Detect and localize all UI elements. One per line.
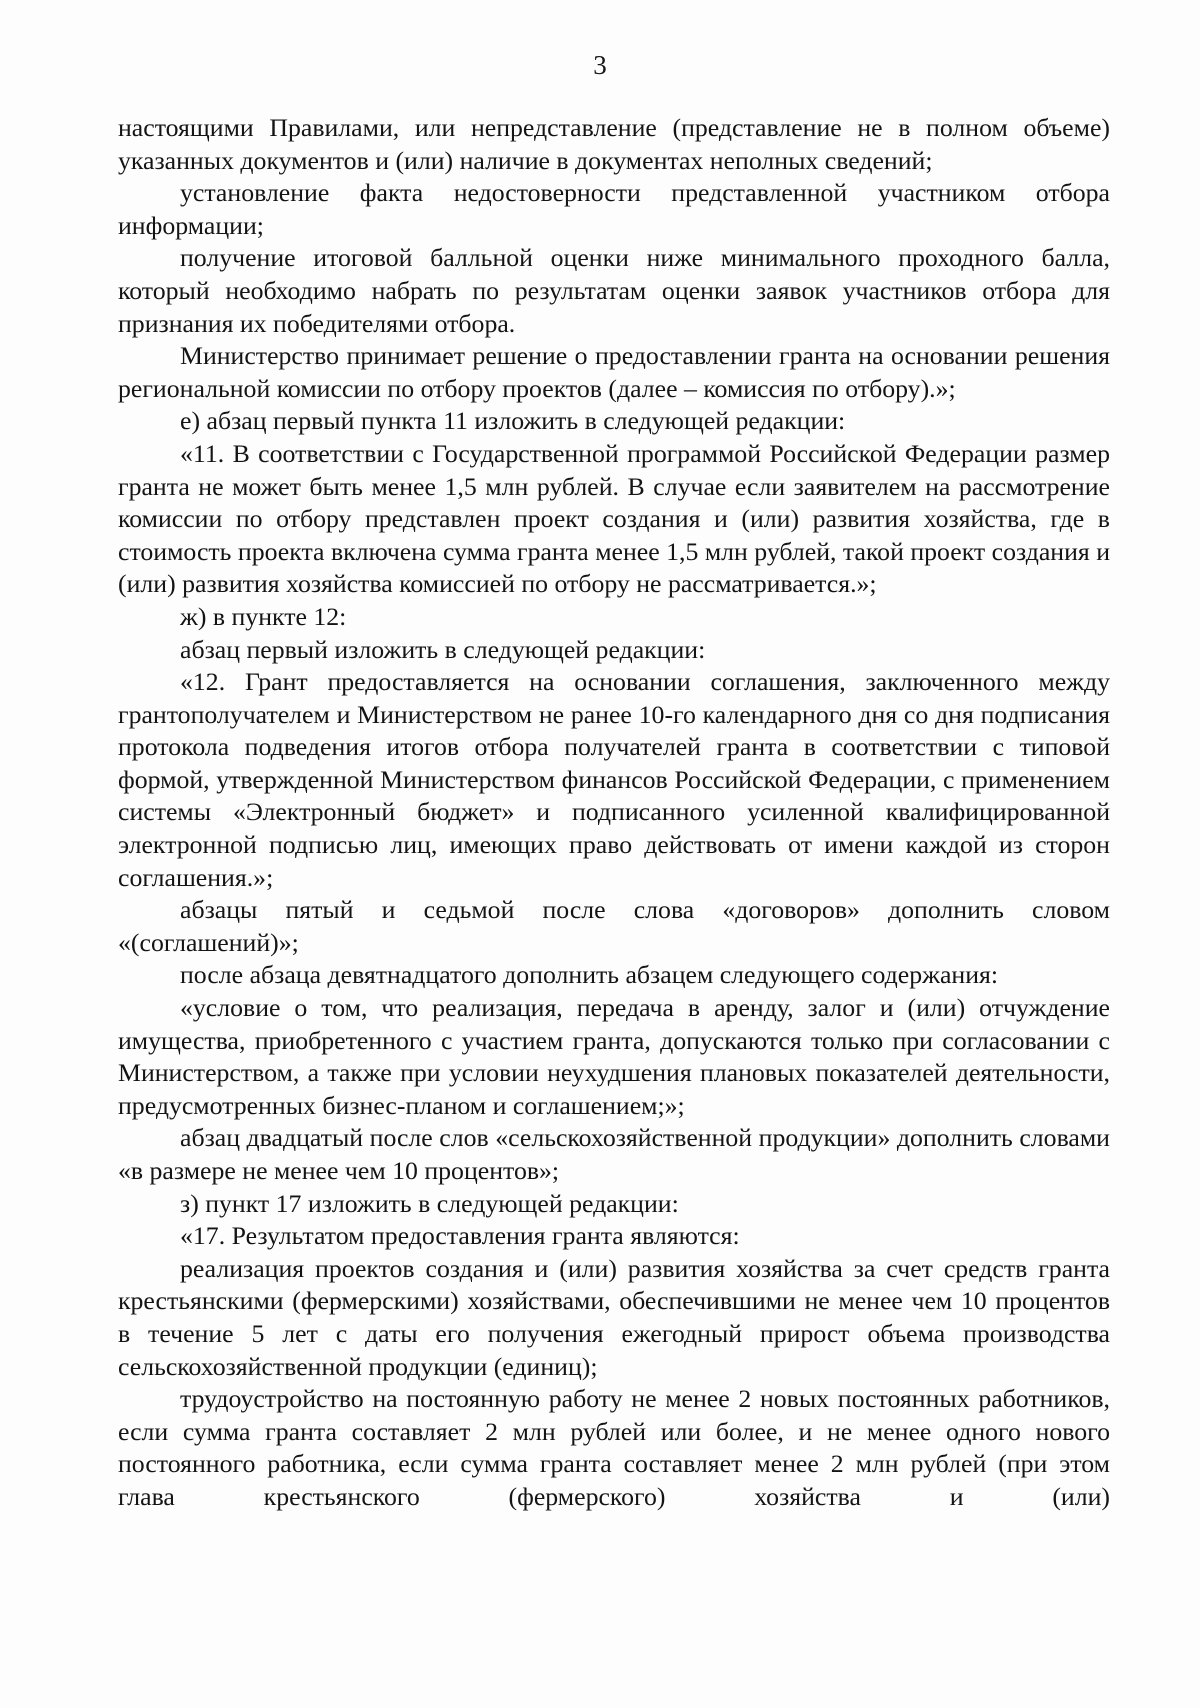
paragraph: трудоустройство на постоянную работу не менее 2 новых постоянных работников, если сумма гранта составляет 2 млн рублей или более, и не менее одного нового постоянного работника, если сумма гранта составляет менее 2 млн рублей (при этом глава крестьянского (фермерского) хозяйства и (или)	[118, 1384, 1110, 1511]
paragraph: Министерство принимает решение о предоставлении гранта на основании решения региональной комиссии по отбору проектов (далее – комиссия по отбору).»;	[118, 341, 1110, 403]
paragraph: «условие о том, что реализация, передача в аренду, залог и (или) отчуждение имущества, приобретенного с участием гранта, допускаются только при согласовании с Министерством, а также при условии неухудшения плановых показателей деятельности, предусмотренных бизнес-планом и соглашением;»;	[118, 993, 1110, 1120]
paragraph: установление факта недостоверности представленной участником отбора информации;	[118, 178, 1110, 240]
paragraph: получение итоговой балльной оценки ниже минимального проходного балла, который необходимо набрать по результатам оценки заявок участников отбора для признания их победителями отбора.	[118, 243, 1110, 338]
paragraph: настоящими Правилами, или непредставление (представление не в полном объеме) указанных документов и (или) наличие в документах неполных сведений;	[118, 113, 1110, 175]
paragraph: после абзаца девятнадцатого дополнить абзацем следующего содержания:	[180, 960, 999, 990]
paragraph: з) пункт 17 изложить в следующей редакции:	[180, 1188, 679, 1218]
paragraph: абзацы пятый и седьмой после слова «договоров» дополнить словом «(соглашений)»;	[118, 895, 1110, 957]
paragraph: абзац первый изложить в следующей редакции:	[180, 634, 706, 664]
page-number: 3	[593, 50, 607, 80]
paragraph: ж) в пункте 12:	[180, 601, 347, 631]
paragraph: реализация проектов создания и (или) развития хозяйства за счет средств гранта крестьянскими (фермерскими) хозяйствами, обеспечившими не менее чем 10 процентов в течение 5 лет с даты его получения ежегодный прирост объема производства сельскохозяйственной продукции (единиц);	[118, 1253, 1110, 1381]
paragraph: «12. Грант предоставляется на основании соглашения, заключенного между грантополучателем и Министерством не ранее 10-го календарного дня со дня подписания протокола подведения итогов отбора получателей гранта в соответствии с типовой формой, утвержденной Министерством финансов Российской Федерации, с применением системы «Электронный бюджет» и подписанного усиленной квалифицированной электронной подписью лиц, имеющих право действовать от имени каждой из сторон соглашения.»;	[118, 667, 1110, 892]
paragraph: е) абзац первый пункта 11 изложить в следующей редакции:	[180, 406, 846, 436]
paragraph: абзац двадцатый после слов «сельскохозяйственной продукции» дополнить словами «в размере не менее чем 10 процентов»;	[118, 1123, 1110, 1185]
document-body	[118, 112, 1110, 1514]
paragraph: «11. В соответствии с Государственной программой Российской Федерации размер гранта не может быть менее 1,5 млн рублей. В случае если заявителем на рассмотрение комиссии по отбору представлен проект создания и (или) развития хозяйства, где в стоимость проекта включена сумма гранта менее 1,5 млн рублей, такой проект создания и (или) развития хозяйства комиссией по отбору не рассматривается.»;	[118, 438, 1110, 599]
paragraph: «17. Результатом предоставления гранта являются:	[180, 1221, 740, 1251]
